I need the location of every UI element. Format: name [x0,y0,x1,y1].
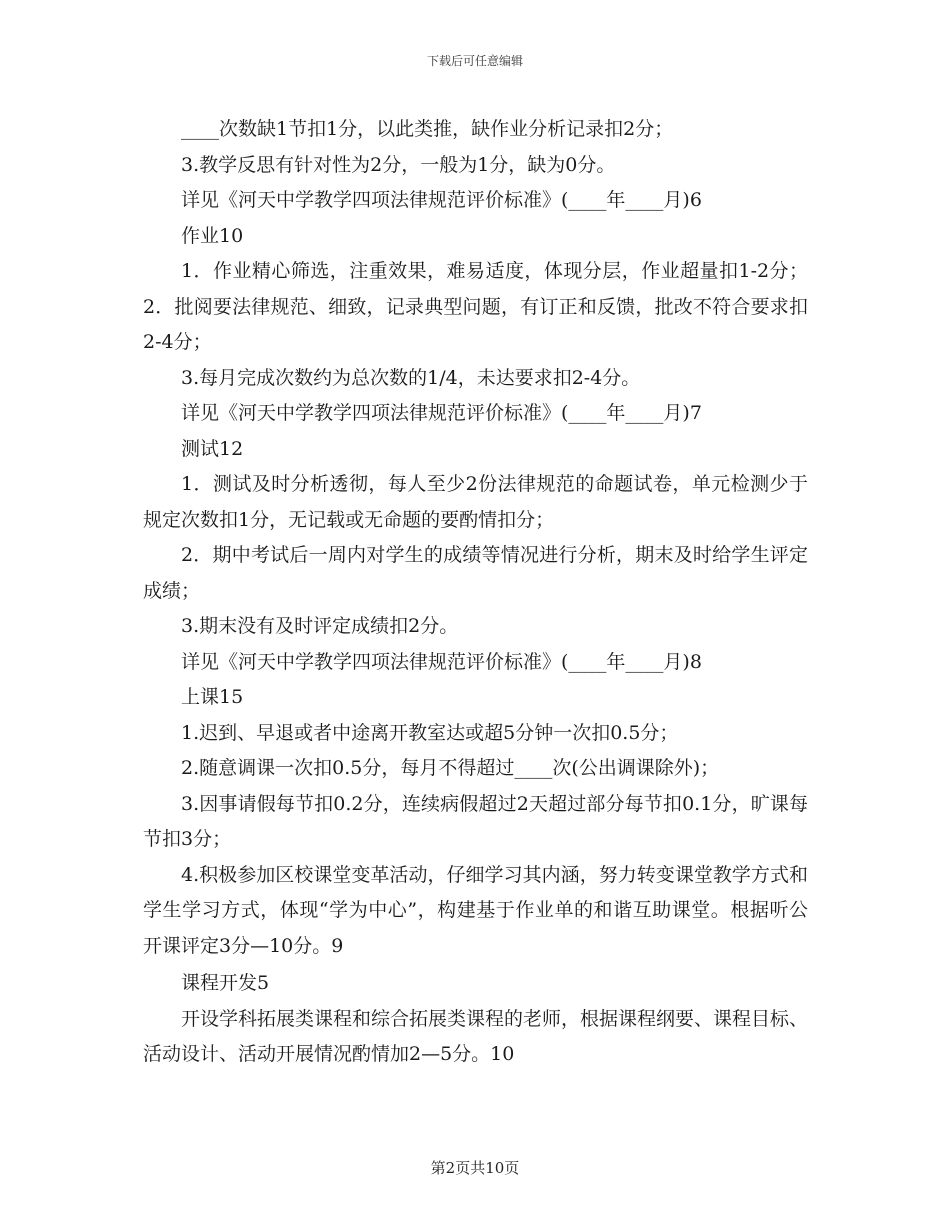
paragraph: 详见《河天中学教学四项法律规范评价标准》(____年____月)6 [181,189,702,211]
paragraph: 3.期末没有及时评定成绩扣2分。 [181,615,459,637]
paragraph: 4.积极参加区校课堂变革活动，仔细学习其内涵，努力转变课堂教学方式和学生学习方式，体现“学为中心”，构建基于作业单的和谐互助课堂。根据听公开课评定3分—10分。9 [143,863,808,957]
section-heading: 作业10 [181,224,244,247]
section-heading: 测试12 [181,437,244,460]
paragraph: 3.因事请假每节扣0.2分，连续病假超过2天超过部分每节扣0.1分，旷课每节扣3分； [143,792,808,850]
paragraph: 详见《河天中学教学四项法律规范评价标准》(____年____月)7 [181,402,702,424]
section-heading: 上课15 [181,686,244,708]
document-body [143,112,808,1073]
page-header: 下载后可任意编辑 [426,54,523,68]
paragraph: 2．期中考试后一周内对学生的成绩等情况进行分析，期末及时给学生评定成绩； [143,544,808,602]
paragraph: 1．测试及时分析透彻，每人至少2份法律规范的命题试卷，单元检测少于规定次数扣1分，无记载或无命题的要酌情扣分； [143,473,808,531]
paragraph: 详见《河天中学教学四项法律规范评价标准》(____年____月)8 [181,650,702,673]
paragraph: ____次数缺1节扣1分，以此类推，缺作业分析记录扣2分； [181,118,674,140]
paragraph: 1．作业精心筛选，注重效果，难易适度，体现分层，作业超量扣1-2分；2．批阅要法律规范、细致，记录典型问题，有订正和反馈，批改不符合要求扣2-4分； [143,260,808,353]
paragraph: 2.随意调课一次扣0.5分，每月不得超过____次(公出调课除外)； [181,757,720,779]
paragraph: 1.迟到、早退或者中途离开教室达或超5分钟一次扣0.5分； [181,721,679,744]
paragraph: 3.教学反思有针对性为2分，一般为1分，缺为0分。 [181,153,616,176]
section-heading: 课程开发5 [181,972,270,994]
page-footer: 第2页共10页 [430,1159,520,1177]
paragraph: 开设学科拓展类课程和综合拓展类课程的老师，根据课程纲要、课程目标、活动设计、活动开展情况酌情加2—5分。10 [143,1007,809,1065]
paragraph: 3.每月完成次数约为总次数的1/4，未达要求扣2-4分。 [181,366,641,389]
